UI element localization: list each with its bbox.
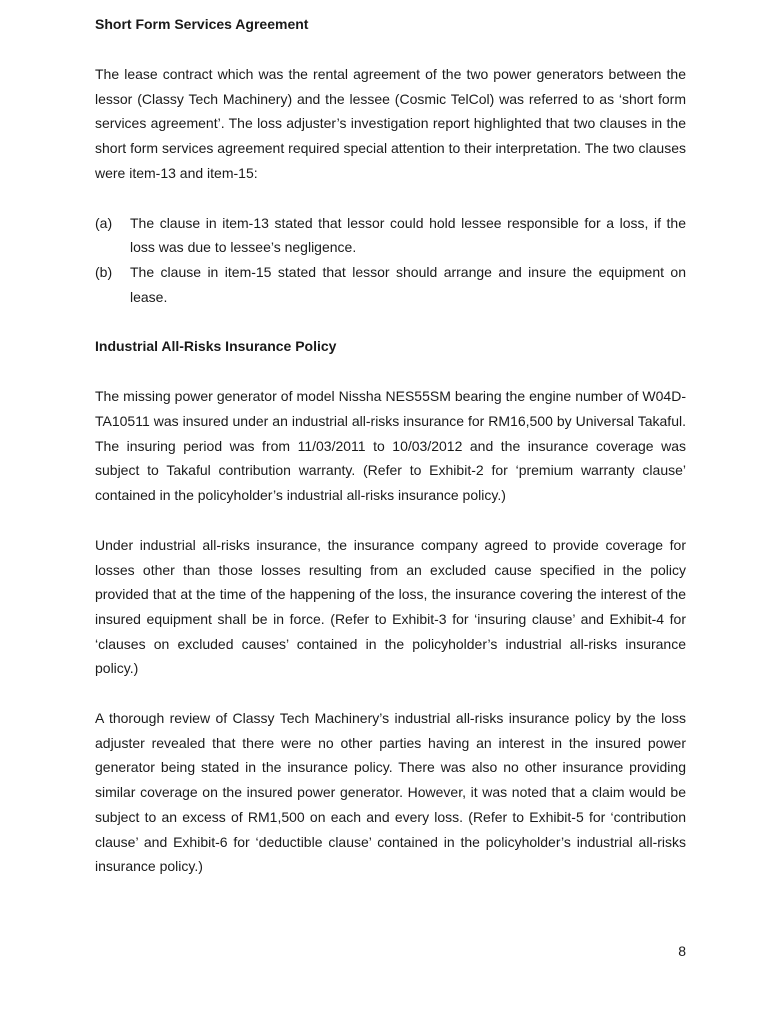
list-item — [95, 260, 686, 309]
section-heading-short-form: Short Form Services Agreement — [95, 16, 309, 32]
list-item — [95, 211, 686, 260]
section-heading-insurance-policy: Industrial All-Risks Insurance Policy — [95, 338, 337, 355]
paragraph-policy-review: A thorough review of Classy Tech Machinery’s industrial all-risks insurance policy by the loss adjuster revealed that there were no other parties having an interest in the insured power generator being stated in the insurance policy. There was also no other insurance providing similar coverage on the insured power generator. However, it was noted that a claim would be subject to an excess of RM1,500 on each and every loss. (Refer to Exhibit-5 for ‘contribution clause’ and Exhibit-6 for ‘deductible clause’ contained in the policyholder’s industrial all-risks insurance policy.) — [95, 710, 686, 875]
list-item-text: The clause in item-15 stated that lessor should arrange and insure the equipment on lease. — [130, 263, 686, 305]
paragraph-lease-contract: The lease contract which was the rental agreement of the two power generators between the lessor (Classy Tech Machinery) and the lessee (Cosmic TelCol) was referred to as ‘short form services agreement’. The loss adjuster’s investigation report highlighted that two clauses in the short form services agreement required special attention to their interpretation. The two clauses were item-13 and item-15: — [95, 66, 686, 181]
clause-list — [95, 211, 686, 310]
paragraph-coverage: Under industrial all-risks insurance, the insurance company agreed to provide coverage for losses other than those losses resulting from an excluded cause specified in the policy provided that at the time of the happening of the loss, the insurance covering the interest of the insured equipment shall be in force. (Refer to Exhibit-3 for ‘insuring clause’ and Exhibit-4 for ‘clauses on excluded causes’ contained in the policyholder’s industrial all-risks insurance policy.) — [95, 536, 686, 677]
list-marker: (b) — [95, 263, 113, 280]
paragraph-missing-generator: The missing power generator of model Nissha NES55SM bearing the engine number of W04D-TA10511 was insured under an industrial all-risks insurance for RM16,500 by Universal Takaful. The insuring period was from 11/03/2011 to 10/03/2012 and the insurance coverage was subject to Takaful contribution warranty. (Refer to Exhibit-2 for ‘premium warranty clause’ contained in the policyholder’s industrial all-risks insurance policy.) — [95, 388, 686, 504]
document-page — [95, 12, 686, 879]
page-number: 8 — [678, 943, 686, 959]
list-marker: (a) — [95, 214, 113, 231]
list-item-text: The clause in item-13 stated that lessor could hold lessee responsible for a loss, if the loss was due to lessee’s negligence. — [130, 214, 686, 256]
